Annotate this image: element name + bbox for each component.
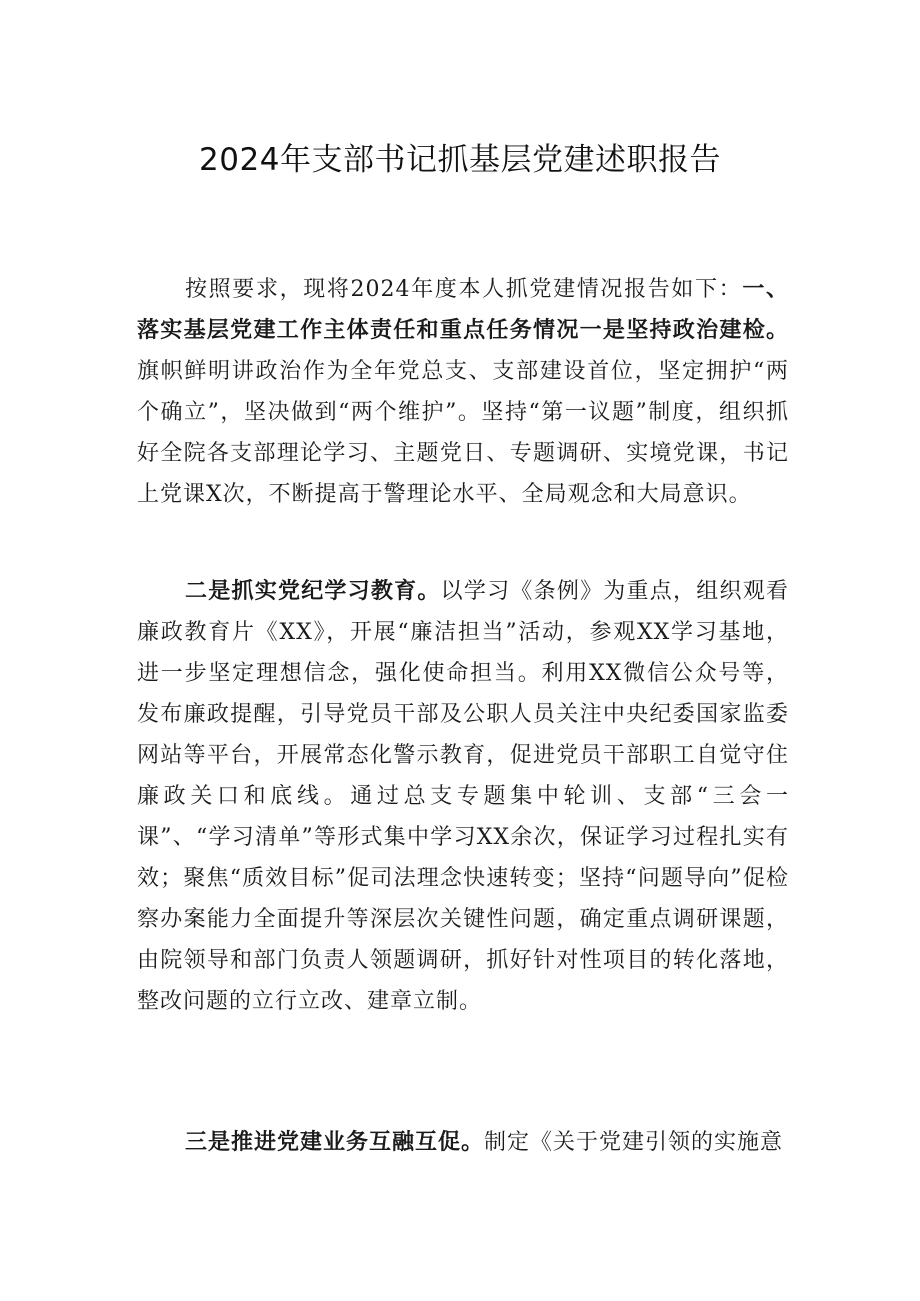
paragraph-3-body: 制定《关于党建引领的实施意 <box>484 1130 784 1155</box>
paragraph-1-body: 旗帜鲜明讲政治作为全年党总支、支部建设首位，坚定拥护“两个确立”，坚决做到“两个维护”。坚持“第一议题”制度，组织抓好全院各支部理论学习、主题党日、专题调研、实境党课，书记上党课X次，不断提高于警理论水平、全局观念和大局意识。 <box>137 359 789 507</box>
paragraph-2-body: 以学习《条例》为重点，组织观看廉政教育片《XX》，开展“廉洁担当”活动，参观XX学习基地，进一步坚定理想信念，强化使命担当。利用XX微信公众号等，发布廉政提醒，引导党员干部及公职人员关注中央纪委国家监委网站等平台，开展常态化警示教育，促进党员干部职工自觉守住廉政关口和底线。通过总支专题集中轮训、支部“三会一课”、“学习清单”等形式集中学习XX余次，保证学习过程扎实有效；聚焦“质效目标”促司法理念快速转变；坚持“问题导向”促检察办案能力全面提升等深层次关键性问题，确定重点调研课题，由院领导和部门负责人领题调研，抓好针对性项目的转化落地，整改问题的立行立改、建章立制。 <box>137 579 789 1014</box>
paragraph-1 <box>137 269 789 515</box>
paragraph-2-lead: 二是抓实党纪学习教育。 <box>185 578 441 604</box>
paragraph-3-lead: 三是推进党建业务互融互促。 <box>185 1129 485 1155</box>
document-title: 2024年支部书记抓基层党建述职报告 <box>199 142 721 178</box>
paragraph-1-intro: 按照要求，现将2024年度本人抓党建情况报告如下： <box>185 277 743 302</box>
paragraph-3 <box>137 1122 789 1163</box>
paragraph-2 <box>137 571 789 1022</box>
paragraph-1-lead: 一、落实基层党建工作主体责任和重点任务情况一是坚持政治建检。 <box>137 276 789 343</box>
